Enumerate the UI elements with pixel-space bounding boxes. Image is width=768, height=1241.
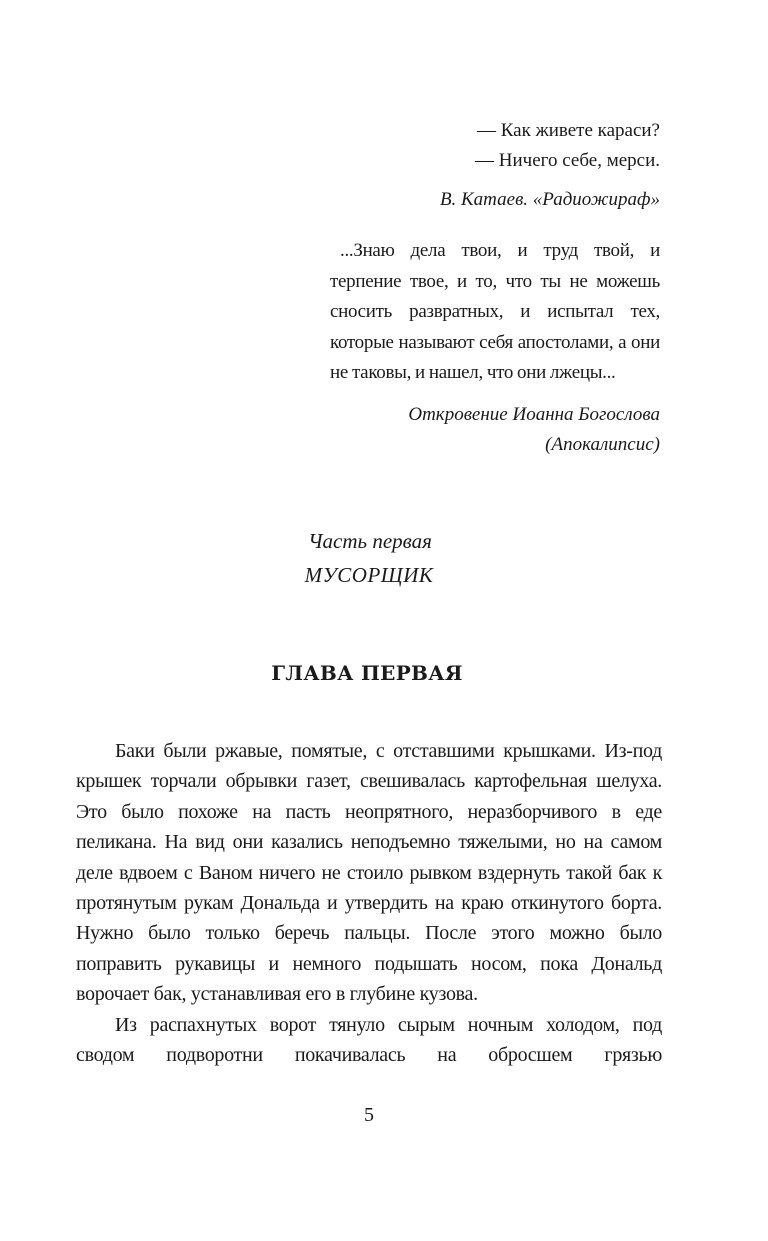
body-text: [76, 736, 662, 1070]
paragraph: Баки были ржавые, помятые, с отставшими крышками. Из-под крышек торчали обрывки газет, свешивалась картофельная шелуха. Это было похоже на пасть неопрятного, неразборчивого в еде пеликана. На вид они казались неподъемно тяжелыми, но на самом деле вдвоем с Ваном ничего не стоило рывком вздернуть такой бак к протянутым рукам Дональда и утвердить на краю откинутого борта. Нужно было только беречь пальцы. После этого можно было поправить рукавицы и немного подышать носом, пока Дональд ворочает бак, устанавливая его в глубине кузова.: [76, 740, 662, 1006]
paragraph: Из распахнутых ворот тянуло сырым ночным холодом, под сводом подворотни покачивалась на обросшем грязью: [76, 1013, 662, 1067]
part-label: Часть первая: [308, 529, 432, 553]
epigraph-attribution: [330, 400, 660, 460]
epigraph-katayev: [330, 116, 660, 215]
part-title: МУСОРЩИК: [304, 563, 434, 587]
page-number: 5: [364, 1104, 374, 1126]
chapter-title: ГЛАВА ПЕРВАЯ: [271, 661, 463, 685]
epigraph-revelation: [330, 236, 660, 460]
epigraph-attribution-line: (Апокалипсис): [545, 433, 660, 455]
epigraph-line: — Как живете караси?: [476, 120, 660, 141]
epigraph-line: — Ничего себе, мерси.: [475, 150, 660, 171]
epigraph-attribution-line: Откровение Иоанна Богослова: [408, 403, 660, 425]
part-heading: [0, 524, 738, 592]
epigraph-attribution: В. Катаев. «Радиожираф»: [439, 189, 660, 210]
epigraph-quote: ...Знаю дела твои, и труд твой, и терпение твое, и то, что ты не можешь сносить развратных, и испытал тех, которые называют себя апостолами, а они не таковы, и нашел, что они лжецы...: [330, 240, 660, 383]
